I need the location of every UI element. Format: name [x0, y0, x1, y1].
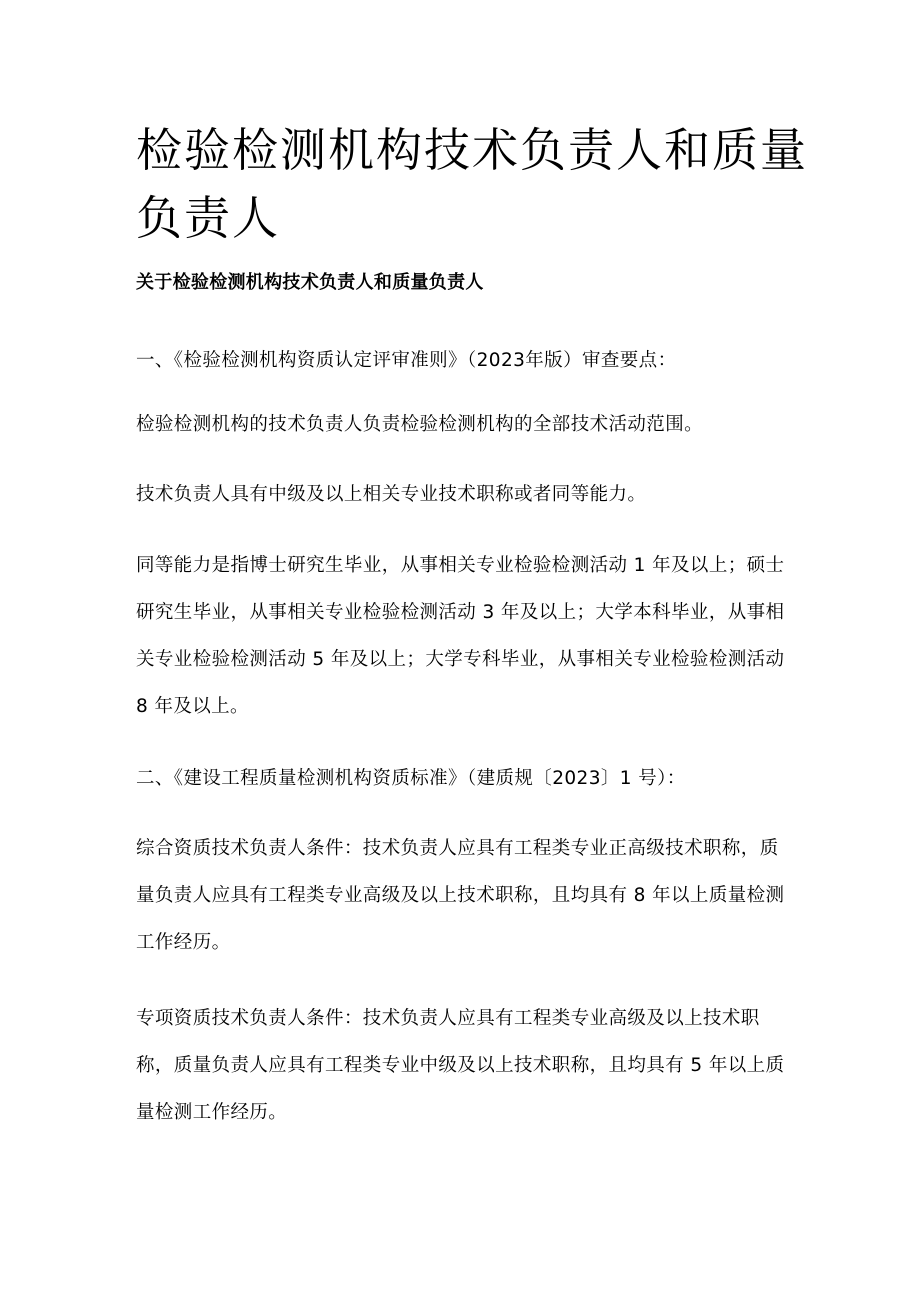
document-subtitle: 关于检验检测机构技术负责人和质量负责人 — [136, 272, 484, 293]
document-title: 检验检测机构技术负责人和质量负责人 — [136, 123, 808, 245]
section-heading-2: 二、《建设工程质量检测机构资质标准》（建质规〔2023〕1 号）： — [136, 768, 686, 789]
section-heading-1: 一、《检验检测机构资质认定评审准则》（2023年版）审查要点： — [136, 350, 677, 371]
paragraph-comprehensive-qualification: 综合资质技术负责人条件：技术负责人应具有工程类专业正高级技术职称，质量负责人应具有工程类专业高级及以上技术职称，且均具有 8 年以上质量检测工作经历。 — [136, 838, 785, 953]
paragraph-title-requirement: 技术负责人具有中级及以上相关专业技术职称或者同等能力。 — [136, 484, 647, 505]
paragraph-scope: 检验检测机构的技术负责人负责检验检测机构的全部技术活动范围。 — [136, 414, 704, 435]
paragraph-special-qualification: 专项资质技术负责人条件：技术负责人应具有工程类专业高级及以上技术职称，质量负责人应具有工程类专业中级及以上技术职称，且均具有 5 年以上质量检测工作经历。 — [136, 1008, 785, 1123]
paragraph-equivalent-ability: 同等能力是指博士研究生毕业，从事相关专业检验检测活动 1 年及以上；硕士研究生毕业，从事相关专业检验检测活动 3 年及以上；大学本科毕业，从事相关专业检验检测活动 5 年及以上；大学专科毕业，从事相关专业检验检测活动 8 年及以上。 — [136, 555, 785, 717]
